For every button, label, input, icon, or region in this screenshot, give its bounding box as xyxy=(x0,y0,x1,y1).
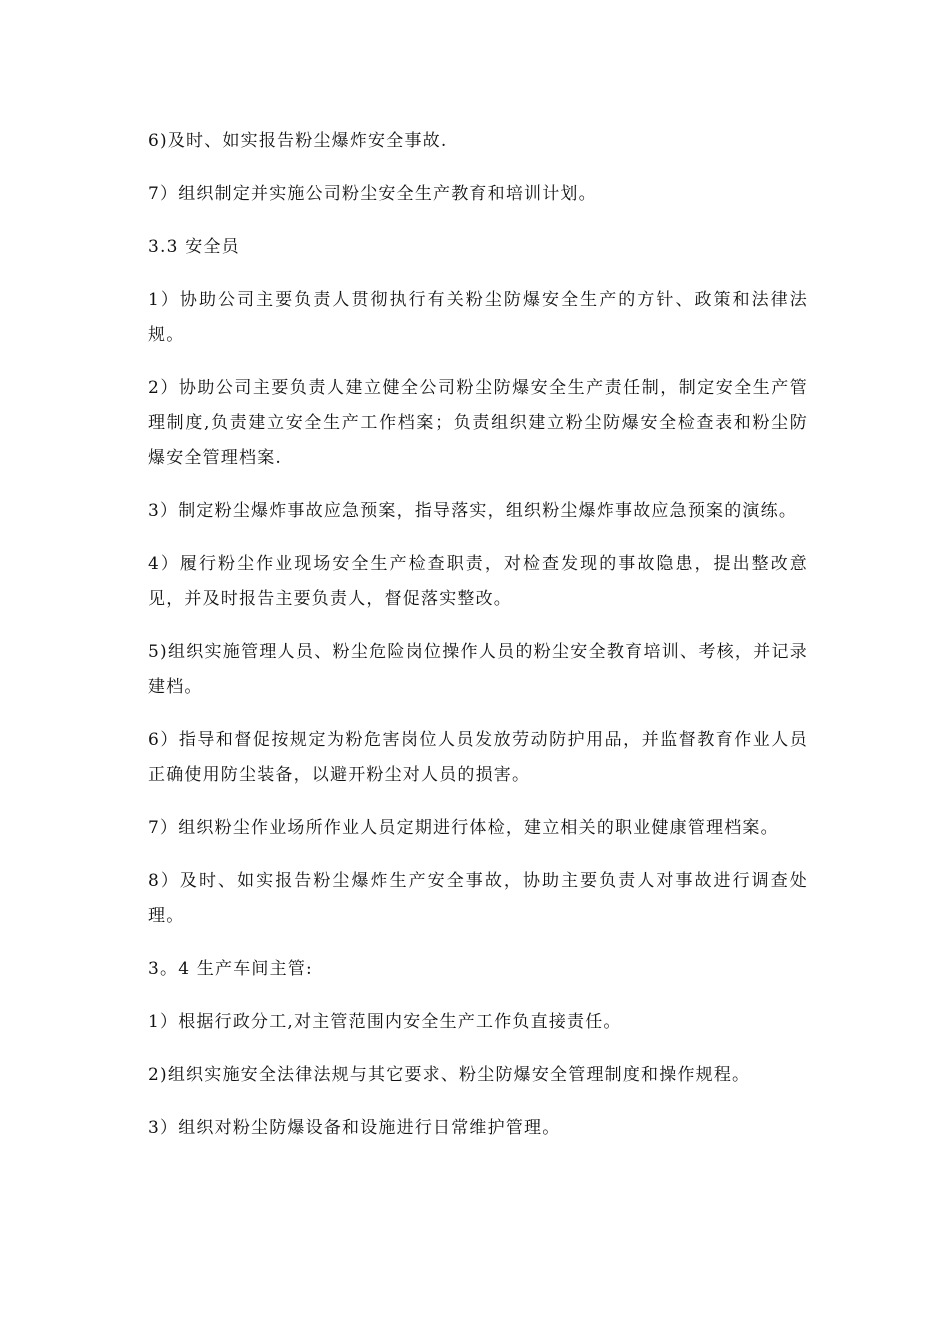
paragraph-safety-officer-4: 4）履行粉尘作业现场安全生产检查职责，对检查发现的事故隐患，提出整改意见，并及时报告主要负责人，督促落实整改。 xyxy=(148,554,808,609)
section-heading-workshop-supervisor: 3。4 生产车间主管: xyxy=(148,959,313,979)
paragraph-safety-officer-2: 2）协助公司主要负责人建立健全公司粉尘防爆安全生产责任制，制定安全生产管理制度,负责建立安全生产工作档案；负责组织建立粉尘防爆安全检查表和粉尘防爆安全管理档案. xyxy=(148,378,808,468)
paragraph-supervisor-1: 1）根据行政分工,对主管范围内安全生产工作负直接责任。 xyxy=(148,1012,622,1032)
paragraph-safety-officer-7: 7）组织粉尘作业场所作业人员定期进行体检，建立相关的职业健康管理档案。 xyxy=(148,818,779,838)
paragraph-safety-officer-3: 3）制定粉尘爆炸事故应急预案，指导落实，组织粉尘爆炸事故应急预案的演练。 xyxy=(148,501,798,521)
section-heading-safety-officer: 3.3 安全员 xyxy=(148,237,240,257)
paragraph-safety-officer-6: 6）指导和督促按规定为粉危害岗位人员发放劳动防护用品，并监督教育作业人员正确使用防尘装备，以避开粉尘对人员的损害。 xyxy=(148,730,808,785)
paragraph-supervisor-3: 3）组织对粉尘防爆设备和设施进行日常维护管理。 xyxy=(148,1118,561,1138)
document-body xyxy=(148,124,808,1164)
paragraph-training-plan: 7）组织制定并实施公司粉尘安全生产教育和培训计划。 xyxy=(148,184,597,204)
paragraph-safety-officer-1: 1）协助公司主要负责人贯彻执行有关粉尘防爆安全生产的方针、政策和法律法规。 xyxy=(148,290,808,345)
paragraph-report-accident: 6)及时、如实报告粉尘爆炸安全事故. xyxy=(148,131,448,151)
paragraph-supervisor-2: 2)组织实施安全法律法规与其它要求、粉尘防爆安全管理制度和操作规程。 xyxy=(148,1065,751,1085)
paragraph-safety-officer-8: 8）及时、如实报告粉尘爆炸生产安全事故，协助主要负责人对事故进行调查处理。 xyxy=(148,871,808,926)
paragraph-safety-officer-5: 5)组织实施管理人员、粉尘危险岗位操作人员的粉尘安全教育培训、考核，并记录建档。 xyxy=(148,642,808,697)
